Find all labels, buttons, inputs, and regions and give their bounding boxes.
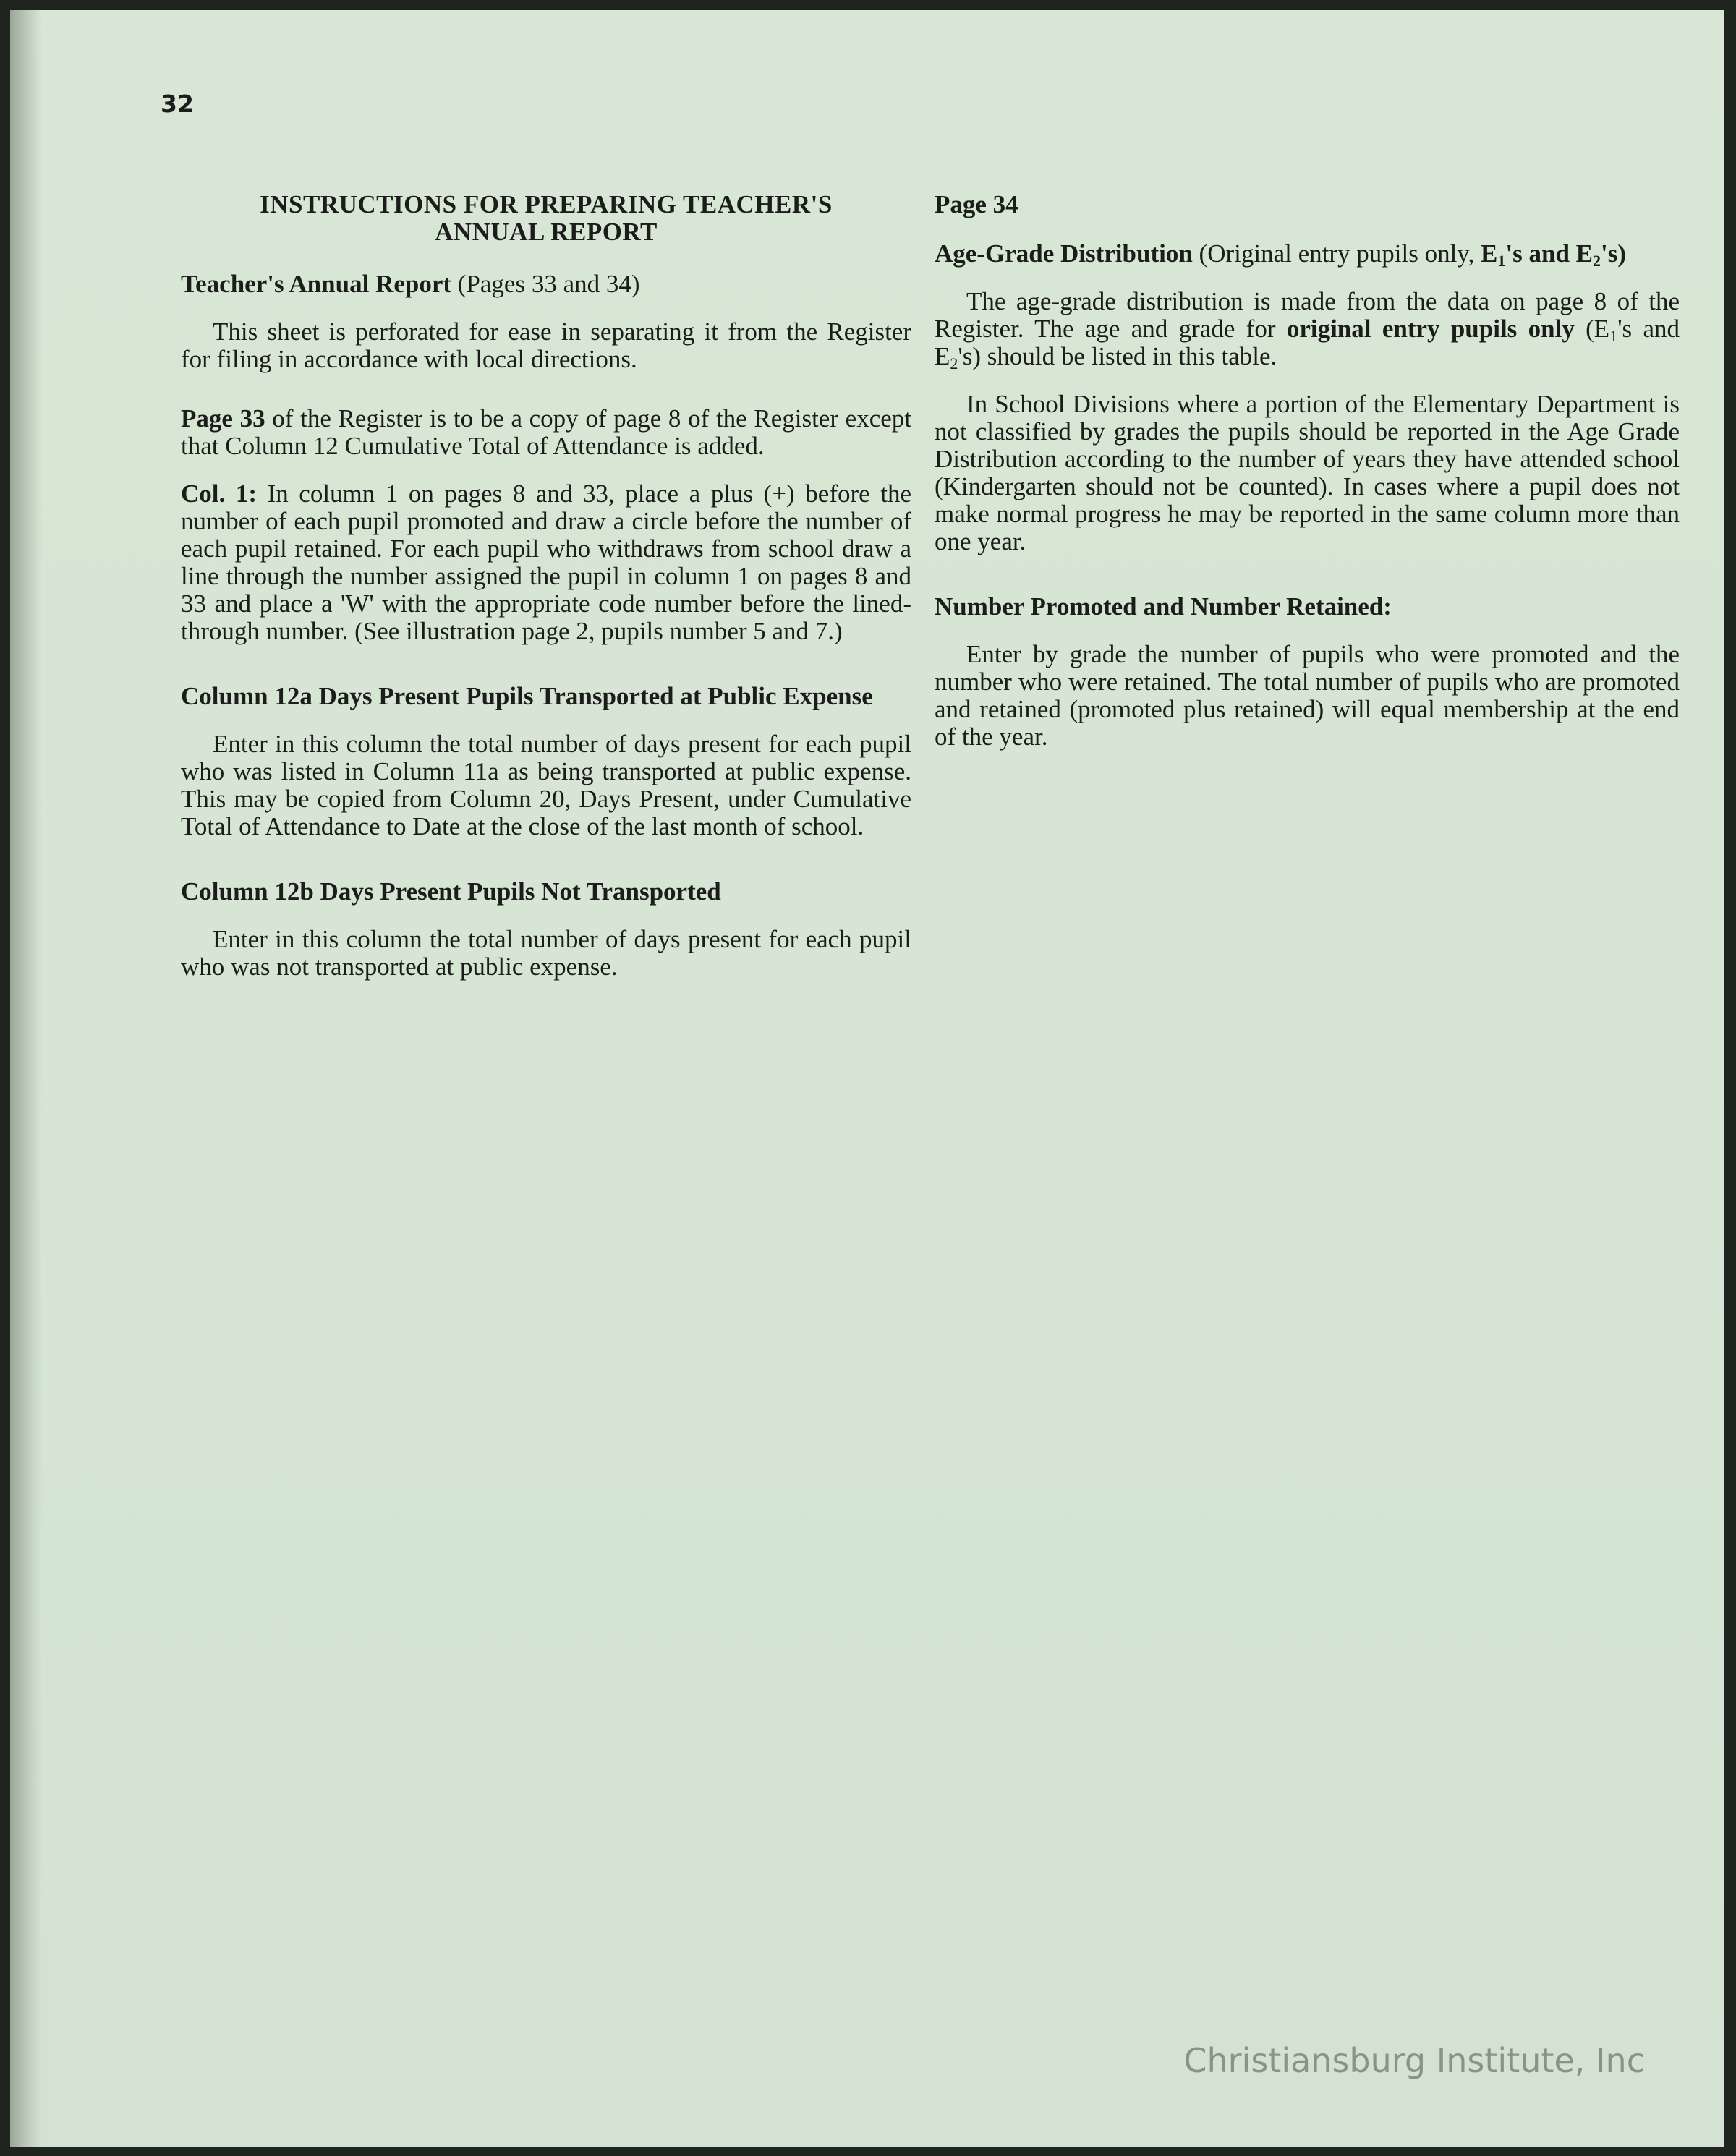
main-title-line-2: ANNUAL REPORT — [435, 218, 658, 246]
age-grade-text-d: 's) should be listed in this table. — [958, 342, 1277, 370]
subscript-1: 1 — [1497, 252, 1506, 270]
col1-text: In column 1 on pages 8 and 33, place a plus (+) before the number of each pupil promoted and draw a circle before the number of each pupil retained. For each pupil who withdraws from school draw a line through the number assigned the pupil in column 1 on pages 8 and 33 and place a 'W' with the appropriate code number before the lined-through number. (See illustration page 2, pupils number 5 and 7.) — [181, 480, 911, 645]
left-column — [181, 191, 911, 981]
page33-paragraph — [181, 405, 911, 460]
binding-edge — [10, 10, 42, 2147]
col12a-paragraph: Enter in this column the total number of days present for each pupil who was listed in Column 11a as being transported at public expense. This may be copied from Column 20, Days Present, under Cumulative Total of Attendance to Date at the close of the last month of school. — [181, 730, 911, 840]
age-grade-text-c: 's and E — [935, 315, 1680, 370]
col12b-heading: Column 12b Days Present Pupils Not Transported — [181, 877, 721, 906]
perforated-paragraph: This sheet is perforated for ease in separating it from the Register for filing in accordance with local directions. — [181, 318, 911, 373]
col1-paragraph — [181, 480, 911, 645]
right-column — [935, 191, 1680, 751]
age-grade-e2: E — [1575, 239, 1594, 268]
main-title-line-1: INSTRUCTIONS FOR PREPARING TEACHER'S — [260, 190, 833, 218]
promoted-paragraph: Enter by grade the number of pupils who were promoted and the number who were retained. The total number of pupils who are promoted and retained (promoted plus retained) will equal membership at the end of the year. — [935, 640, 1680, 751]
subscript-2: 2 — [1593, 252, 1601, 270]
age-grade-e1: E — [1481, 239, 1498, 268]
watermark: Christiansburg Institute, Inc — [1183, 2041, 1645, 2080]
age-grade-heading-bold: Age-Grade Distribution — [935, 239, 1193, 268]
col12b-paragraph: Enter in this column the total number of days present for each pupil who was not transported at public expense. — [181, 925, 911, 981]
col12a-heading: Column 12a Days Present Pupils Transported at Public Expense — [181, 682, 873, 710]
age-grade-text-b: (E — [1574, 315, 1610, 343]
age-grade-text-a: The age-grade distribution is made from the data on page 8 of the Register. The age and grade for — [935, 287, 1680, 343]
promoted-heading: Number Promoted and Number Retained: — [935, 592, 1392, 621]
subscript-1b: 1 — [1609, 327, 1618, 345]
teachers-report-pages: (Pages 33 and 34) — [451, 270, 640, 298]
divisions-paragraph: In School Divisions where a portion of the Elementary Department is not classified by grades the pupils should be reported in the Age Grade Distribution according to the number of years they have attended school (Kindergarten should not be counted). In cases where a pupil does not make normal progress he may be reported in the same column more than one year. — [935, 390, 1680, 555]
document-page — [10, 10, 1724, 2147]
page33-label: Page 33 — [181, 404, 265, 433]
age-grade-note: (Original entry pupils only, — [1192, 239, 1481, 268]
age-grade-note-c: 's) — [1601, 239, 1627, 268]
teachers-report-heading — [181, 270, 911, 298]
page33-text: of the Register is to be a copy of page 8 of the Register except that Column 12 Cumulative Total of Attendance is added. — [181, 404, 911, 460]
age-grade-heading — [935, 240, 1680, 268]
teachers-report-heading-bold: Teacher's Annual Report — [181, 270, 452, 298]
page34-label: Page 34 — [935, 190, 1018, 218]
page-number: 32 — [161, 90, 194, 118]
age-grade-note-b: 's and — [1505, 239, 1576, 268]
age-grade-paragraph — [935, 288, 1680, 370]
col1-label: Col. 1: — [181, 480, 257, 508]
age-grade-bold: original entry pupils only — [1286, 315, 1575, 343]
subscript-2b: 2 — [950, 354, 958, 372]
main-title — [181, 191, 911, 246]
